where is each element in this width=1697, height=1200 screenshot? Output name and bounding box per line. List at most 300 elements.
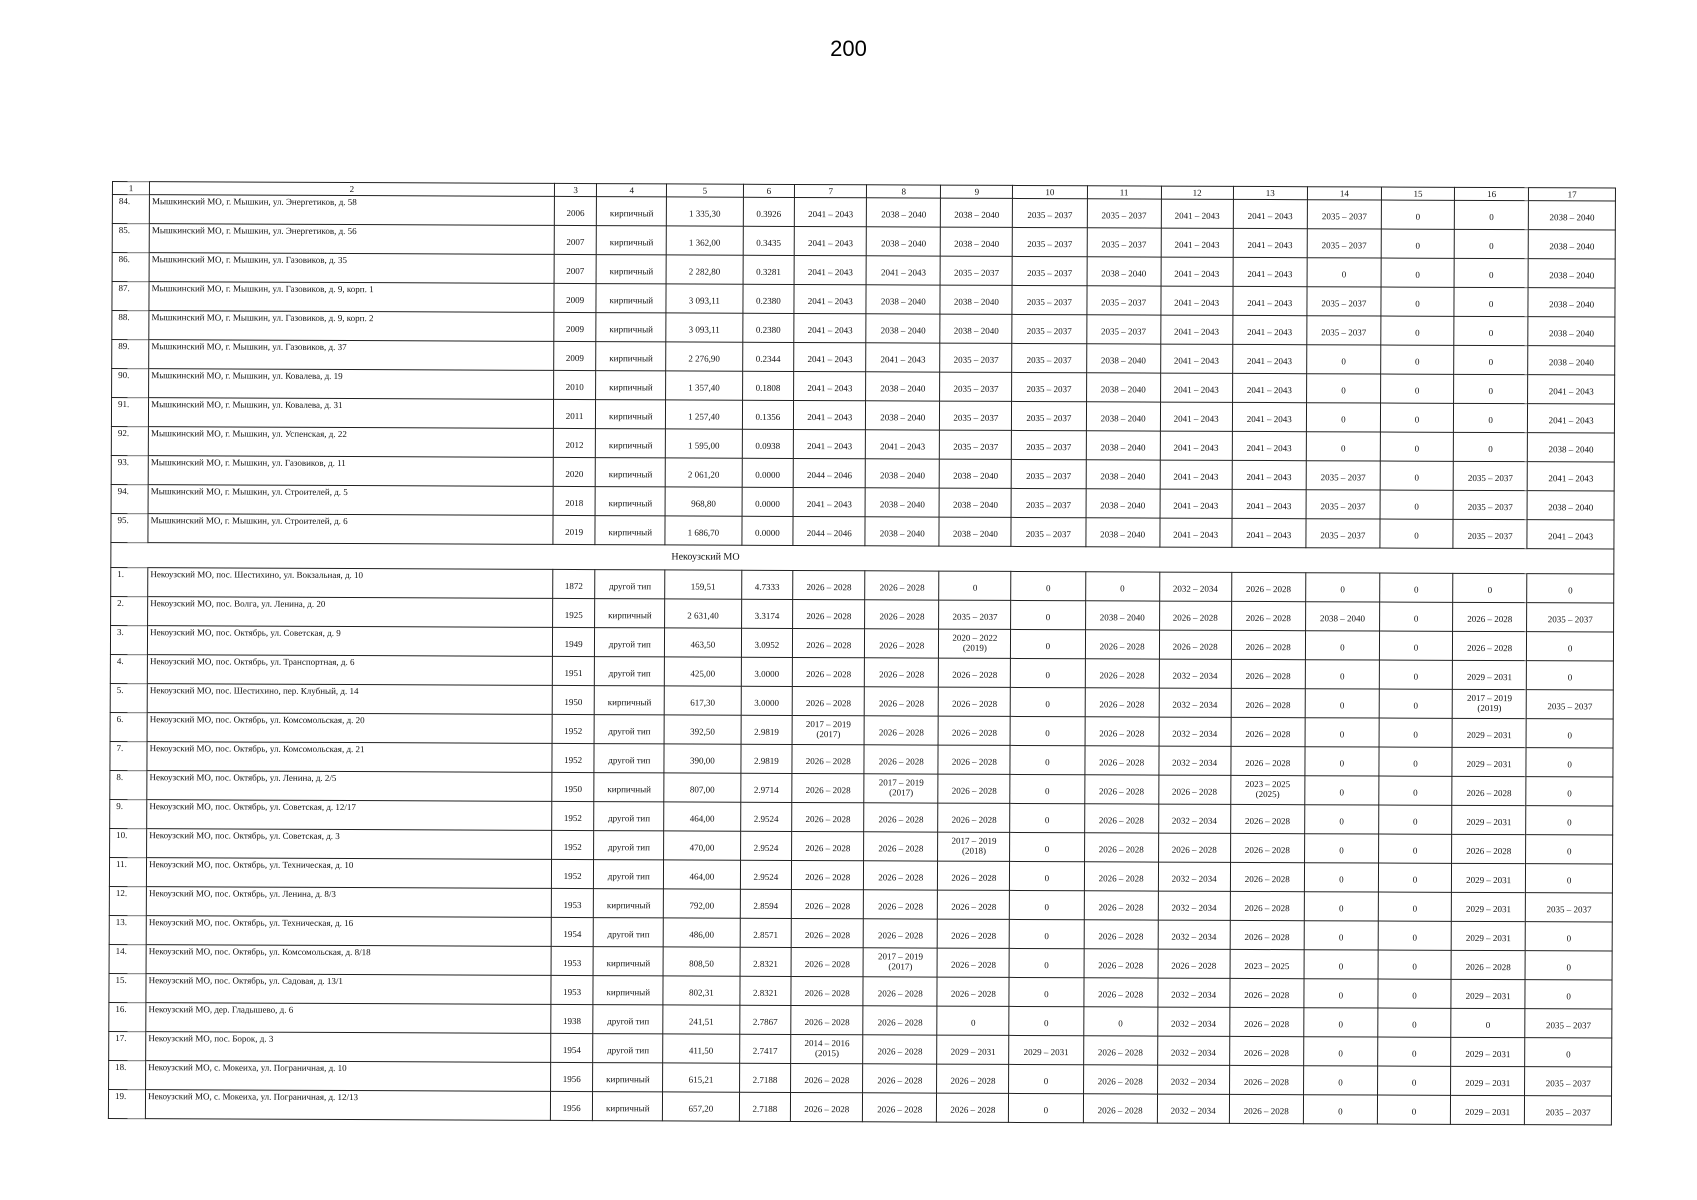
cell-value: 0	[1415, 269, 1420, 280]
table-cell	[1085, 630, 1159, 659]
table-cell	[865, 629, 939, 658]
table-cell	[1452, 834, 1526, 863]
table-cell	[665, 429, 742, 458]
table-cell	[1232, 489, 1306, 518]
table-cell	[1083, 1007, 1157, 1036]
column-number-header: 6	[743, 184, 795, 197]
table-cell	[1011, 629, 1085, 658]
address-cell: Некоузский МО, пос. Октябрь, ул. Советская, д. 12/17	[147, 800, 552, 831]
table-cell	[863, 977, 937, 1006]
table-cell	[552, 569, 595, 598]
cell-value: 0.0000	[755, 527, 780, 538]
cell-value: 0	[1414, 472, 1420, 483]
cell-value: 0	[1415, 356, 1420, 367]
cell-value: 2038 – 2040	[879, 499, 925, 510]
cell-value: 2026 – 2028	[878, 843, 924, 854]
table-cell	[1157, 1065, 1229, 1094]
cell-value: 2 276,90	[688, 353, 720, 364]
table-cell	[1527, 632, 1614, 661]
table-cell	[1158, 1007, 1230, 1036]
column-number-header: 17	[1529, 188, 1616, 201]
cell-value: 2041 – 2043	[807, 238, 854, 249]
cell-value: 0	[1414, 501, 1419, 512]
cell-value: 0	[1341, 356, 1346, 367]
table-cell	[938, 890, 1010, 919]
cell-value: 2026 – 2028	[805, 843, 851, 854]
table-cell	[938, 803, 1010, 832]
cell-value: 2038 – 2040	[880, 325, 926, 336]
table-cell	[937, 977, 1009, 1006]
cell-value: 792,00	[689, 900, 715, 911]
cell-value: 968,80	[691, 498, 716, 509]
table-cell	[663, 889, 740, 918]
table-cell	[1378, 979, 1451, 1008]
table-cell	[1158, 978, 1230, 1007]
table-cell	[1379, 834, 1452, 863]
cell-value: 2029 – 2031	[1465, 990, 1511, 1002]
cell-value: 2026 – 2028	[951, 901, 997, 912]
cell-value: 2026 – 2028	[950, 959, 997, 970]
table-cell	[665, 570, 742, 599]
cell-value: 2038 – 2040	[881, 238, 927, 249]
table-cell	[664, 657, 741, 686]
cell-value: 0	[1412, 903, 1418, 914]
cell-value: 0	[1414, 584, 1419, 595]
table-cell	[1231, 630, 1305, 659]
cell-value: 0.0000	[755, 469, 781, 480]
table-cell	[664, 744, 741, 773]
table-cell	[1304, 979, 1378, 1008]
table-cell	[597, 255, 667, 284]
table-cell	[863, 1064, 937, 1093]
table-cell	[552, 685, 595, 714]
cell-value: 2026 – 2028	[950, 988, 996, 999]
table-cell	[1526, 777, 1613, 806]
column-number-header: 11	[1087, 186, 1161, 199]
table-cell	[1233, 257, 1307, 286]
table-cell	[864, 832, 938, 861]
table-cell	[938, 919, 1010, 948]
table-cell	[939, 600, 1011, 629]
cell-value: 3.0000	[754, 697, 780, 708]
cell-value: 2026 – 2028	[951, 814, 997, 825]
table-cell	[1453, 519, 1527, 548]
table-cell	[1380, 519, 1453, 548]
table-cell	[792, 715, 864, 744]
row-number-cell: 90.	[112, 369, 149, 398]
table-cell	[593, 1034, 663, 1063]
cell-value: 2026 – 2028	[805, 901, 851, 912]
cell-value: 2012	[565, 439, 584, 451]
column-number-header: 2	[150, 182, 555, 197]
table-cell	[665, 487, 742, 516]
cell-value: 2026 – 2028	[1244, 931, 1290, 943]
cell-value: 1953	[563, 957, 582, 969]
cell-value: 0	[1489, 270, 1494, 281]
cell-value: 464,00	[689, 813, 715, 824]
cell-value: 2041 – 2043	[1246, 355, 1293, 367]
document-table-wrapper	[108, 181, 1616, 1126]
table-cell	[1306, 432, 1380, 461]
table-cell	[866, 372, 940, 401]
table-cell	[664, 773, 741, 802]
column-number-header: 5	[667, 184, 743, 197]
address-cell: Мышкинский МО, г. Мышкин, ул. Энергетиков, д. 58	[149, 195, 554, 226]
cell-value: кирпичный	[606, 900, 651, 911]
cell-value: 1956	[562, 1073, 581, 1085]
cell-value: 0	[1411, 1077, 1417, 1088]
cell-value: 2041 – 2043	[1174, 326, 1220, 337]
table-cell	[552, 772, 595, 801]
cell-value: 2026 – 2028	[805, 785, 851, 796]
cell-value: 2.9524	[753, 871, 779, 882]
cell-value: 2032 – 2034	[1171, 815, 1217, 826]
cell-value: 2032 – 2034	[1171, 1018, 1217, 1029]
cell-value: 2026 – 2028	[1466, 787, 1512, 799]
table-cell	[794, 226, 866, 255]
cell-value: 2035 – 2037	[1545, 1107, 1591, 1118]
cell-value: 2032 – 2034	[1172, 728, 1218, 739]
cell-value: 392,50	[690, 726, 715, 737]
cell-value: 2029 – 2031	[1466, 903, 1512, 915]
address-cell: Некоузский МО, пос. Октябрь, ул. Советская, д. 9	[148, 626, 553, 657]
cell-value: 3 093,11	[688, 295, 720, 306]
table-cell	[552, 714, 595, 743]
table-cell	[1230, 920, 1304, 949]
cell-value: 2041 – 2043	[807, 325, 853, 336]
table-cell	[1233, 286, 1307, 315]
cell-value: 0	[1414, 414, 1420, 425]
cell-value: 2038 – 2040	[953, 325, 999, 336]
table-cell	[791, 1092, 863, 1121]
cell-value: кирпичный	[609, 324, 653, 335]
cell-value: 0.1808	[755, 382, 781, 393]
table-cell	[941, 198, 1013, 227]
table-cell	[1453, 461, 1527, 490]
column-number-header: 16	[1455, 187, 1529, 200]
table-cell	[596, 371, 666, 400]
table-cell	[741, 744, 793, 773]
cell-value: 2041 – 2043	[1246, 384, 1292, 396]
cell-value: 0	[1488, 357, 1494, 368]
table-cell	[551, 801, 594, 830]
cell-value: 2029 – 2031	[1465, 932, 1511, 944]
table-cell	[792, 773, 864, 802]
cell-value: 2035 – 2037	[1026, 412, 1072, 424]
cell-value: 2029 – 2031	[1023, 1046, 1069, 1058]
table-cell	[794, 400, 866, 429]
table-cell	[1304, 921, 1378, 950]
table-cell	[1379, 805, 1452, 834]
cell-value: 0	[1413, 729, 1418, 740]
table-cell	[1527, 462, 1614, 491]
cell-value: 1 595,00	[687, 440, 720, 451]
table-cell	[1451, 892, 1525, 921]
table-cell	[743, 255, 795, 284]
cell-value: 2.7867	[752, 1016, 778, 1027]
cell-value: 2038 – 2040	[953, 470, 999, 481]
table-cell	[791, 918, 863, 947]
cell-value: 0.2344	[755, 353, 781, 364]
cell-value: 0	[1045, 786, 1050, 797]
table-cell	[1307, 345, 1381, 374]
cell-value: 0	[1338, 990, 1344, 1001]
table-cell	[594, 889, 664, 918]
column-number-header: 13	[1233, 186, 1307, 199]
table-cell	[1232, 431, 1306, 460]
table-cell	[1307, 258, 1381, 287]
column-number-header: 14	[1307, 187, 1381, 200]
cell-value: 0	[1412, 932, 1418, 943]
row-number-cell: 6.	[110, 712, 147, 741]
table-cell	[1157, 1036, 1229, 1065]
table-cell	[1159, 717, 1231, 746]
table-cell	[1231, 746, 1305, 775]
table-cell	[865, 488, 939, 517]
cell-value: кирпичный	[608, 469, 653, 480]
cell-value: 1953	[563, 899, 582, 911]
cell-value: 2026 – 2028	[952, 698, 998, 709]
cell-value: 0	[1339, 845, 1344, 856]
table-cell	[596, 342, 666, 371]
cell-value: 2035 – 2037	[1026, 441, 1072, 453]
cell-value: 0	[1338, 932, 1344, 943]
table-cell	[1084, 920, 1158, 949]
cell-value: 2026 – 2028	[1244, 873, 1290, 885]
table-cell	[1528, 375, 1615, 404]
cell-value: 2032 – 2034	[1170, 1047, 1216, 1058]
cell-value: 2017 – 2019 (2017)	[805, 719, 851, 740]
cell-value: 1952	[563, 870, 582, 882]
cell-value: 2041 – 2043	[1173, 529, 1219, 540]
cell-value: 2041 – 2043	[1247, 210, 1293, 222]
address-cell: Мышкинский МО, г. Мышкин, ул. Газовиков, д. 37	[149, 340, 554, 371]
cell-value: 2.7417	[752, 1045, 778, 1056]
table-cell	[1380, 490, 1453, 519]
table-cell	[1454, 287, 1528, 316]
cell-value: 2038 – 2040	[1100, 500, 1146, 511]
table-cell	[553, 457, 596, 486]
cell-value: 0	[1488, 328, 1494, 339]
cell-value: 2038 – 2040	[953, 296, 999, 307]
cell-value: 2009	[565, 323, 585, 335]
cell-value: 2035 – 2037	[953, 383, 999, 394]
table-cell	[666, 342, 743, 371]
cell-value: 2026 – 2028	[1171, 844, 1217, 855]
cell-value: 2041 – 2043	[1246, 442, 1292, 454]
cell-value: 2038 – 2040	[1549, 212, 1595, 223]
cell-value: 2035 – 2037	[1321, 240, 1367, 251]
cell-value: 2041 – 2043	[807, 441, 853, 452]
table-cell	[1378, 1008, 1451, 1037]
table-cell	[552, 598, 595, 627]
cell-value: 2026 – 2028	[805, 872, 851, 883]
table-cell	[938, 774, 1010, 803]
cell-value: 0	[1567, 759, 1572, 770]
table-cell	[863, 1093, 937, 1122]
table-cell	[1453, 490, 1527, 519]
table-cell	[1231, 688, 1305, 717]
table-cell	[595, 599, 665, 628]
cell-value: 1953	[563, 986, 582, 998]
table-cell	[1084, 746, 1158, 775]
cell-value: 2026 – 2028	[1244, 815, 1291, 827]
cell-value: 0	[1566, 991, 1571, 1002]
cell-value: 2.9819	[754, 755, 779, 766]
table-cell	[665, 458, 742, 487]
table-cell	[1160, 373, 1232, 402]
column-number-header: 7	[795, 184, 867, 197]
cell-value: 2026 – 2028	[804, 959, 850, 970]
cell-value: 657,20	[688, 1103, 714, 1114]
table-cell	[1304, 1037, 1378, 1066]
table-cell	[1306, 374, 1380, 403]
table-cell	[937, 1006, 1009, 1035]
table-cell	[1307, 200, 1381, 229]
cell-value: 2 282,80	[688, 266, 721, 277]
table-cell	[740, 947, 792, 976]
row-number-cell: 12.	[109, 886, 146, 915]
cell-value: 2026 – 2028	[950, 1104, 996, 1115]
table-cell	[1381, 345, 1454, 374]
table-cell	[1453, 432, 1527, 461]
table-cell	[1526, 748, 1613, 777]
table-cell	[1452, 863, 1526, 892]
cell-value: 2041 – 2043	[1548, 386, 1594, 397]
table-cell	[1084, 833, 1158, 862]
table-cell	[1158, 949, 1230, 978]
cell-value: 2026 – 2028	[877, 1017, 923, 1028]
table-cell	[864, 803, 938, 832]
cell-value: 2029 – 2031	[1466, 816, 1512, 828]
table-cell	[740, 976, 792, 1005]
table-cell	[863, 919, 937, 948]
table-cell	[937, 1093, 1009, 1122]
cell-value: 2038 – 2040	[879, 528, 925, 539]
cell-value: 2026 – 2028	[806, 640, 852, 651]
table-cell	[1161, 286, 1233, 315]
cell-value: 0	[970, 1017, 976, 1028]
cell-value: кирпичный	[606, 1074, 650, 1085]
page-number: 200	[830, 36, 867, 61]
cell-value: 2038 – 2040	[1548, 502, 1594, 513]
cell-value: 2026 – 2028	[878, 901, 924, 912]
row-number-cell: 94.	[111, 484, 148, 513]
cell-value: кирпичный	[607, 784, 651, 795]
table-cell	[864, 890, 938, 919]
table-cell	[1307, 229, 1381, 258]
cell-value: 0	[1045, 583, 1051, 594]
cell-value: 2026 – 2028	[1245, 757, 1291, 769]
table-cell	[792, 831, 864, 860]
table-cell	[1453, 573, 1527, 602]
cell-value: 2026 – 2028	[1245, 641, 1291, 653]
cell-value: 0	[1487, 585, 1493, 596]
table-cell	[1304, 834, 1378, 863]
cell-value: 0	[1414, 530, 1419, 541]
cell-value: 2026 – 2028	[806, 582, 852, 593]
table-cell	[1009, 1006, 1083, 1035]
cell-value: 0	[1567, 730, 1573, 741]
cell-value: 2026 – 2028	[1098, 815, 1144, 826]
cell-value: 2009	[566, 294, 585, 306]
table-cell	[551, 975, 594, 1004]
table-cell	[792, 686, 864, 715]
table-cell	[740, 889, 792, 918]
row-number-cell: 15.	[109, 973, 146, 1002]
cell-value: 0	[1413, 758, 1418, 769]
cell-value: 2035 – 2037	[1545, 1020, 1592, 1031]
cell-value: кирпичный	[609, 295, 654, 306]
table-cell	[1012, 401, 1086, 430]
cell-value: 0	[1566, 933, 1572, 944]
cell-value: кирпичный	[609, 353, 653, 364]
row-number-cell: 18.	[109, 1060, 146, 1089]
table-cell	[665, 516, 742, 545]
cell-value: 2032 – 2034	[1171, 989, 1217, 1000]
cell-value: кирпичный	[606, 958, 651, 969]
cell-value: 2035 – 2037	[953, 354, 999, 365]
table-cell	[596, 429, 666, 458]
cell-value: 0	[1413, 816, 1418, 827]
cell-value: 0	[1340, 584, 1345, 595]
cell-value: 0	[1338, 1077, 1343, 1088]
table-cell	[1526, 893, 1613, 922]
cell-value: 0	[1043, 1076, 1049, 1087]
table-cell	[1086, 373, 1160, 402]
table-cell	[1378, 892, 1451, 921]
table-cell	[740, 802, 792, 831]
table-cell	[864, 774, 938, 803]
row-number-cell: 14.	[109, 944, 146, 973]
table-cell	[1084, 949, 1158, 978]
table-cell	[1529, 201, 1616, 230]
cell-value: 2007	[566, 265, 585, 277]
cell-value: 2026 – 2028	[1245, 612, 1291, 624]
cell-value: 2035 – 2037	[1467, 472, 1513, 484]
cell-value: 2.8594	[753, 900, 779, 911]
table-cell	[1085, 717, 1159, 746]
column-number-header: 9	[941, 185, 1013, 198]
table-cell	[1304, 1008, 1378, 1037]
table-cell	[1085, 659, 1159, 688]
cell-value: 2035 – 2037	[1321, 211, 1367, 222]
cell-value: кирпичный	[609, 266, 654, 277]
table-cell	[1161, 257, 1233, 286]
table-cell	[791, 1063, 863, 1092]
cell-value: 2041 – 2043	[880, 267, 926, 278]
cell-value: 615,21	[688, 1074, 714, 1085]
cell-value: другой тип	[606, 1045, 650, 1056]
table-cell	[663, 976, 740, 1005]
cell-value: 0	[1120, 583, 1125, 594]
cell-value: 2038 – 2040	[880, 296, 926, 307]
cell-value: 1949	[564, 638, 583, 650]
cell-value: 2032 – 2034	[1170, 1105, 1216, 1116]
cell-value: 0	[1044, 815, 1050, 826]
table-cell	[865, 517, 939, 546]
table-cell	[1229, 1007, 1303, 1036]
table-cell	[1010, 803, 1084, 832]
table-cell	[863, 948, 937, 977]
row-number-cell: 9.	[110, 799, 147, 828]
cell-value: кирпичный	[609, 208, 654, 219]
table-cell	[594, 860, 664, 889]
cell-value: 2035 – 2037	[1026, 499, 1072, 511]
cell-value: 2026 – 2028	[1172, 641, 1218, 652]
table-cell	[1525, 1096, 1612, 1125]
table-cell	[740, 918, 792, 947]
